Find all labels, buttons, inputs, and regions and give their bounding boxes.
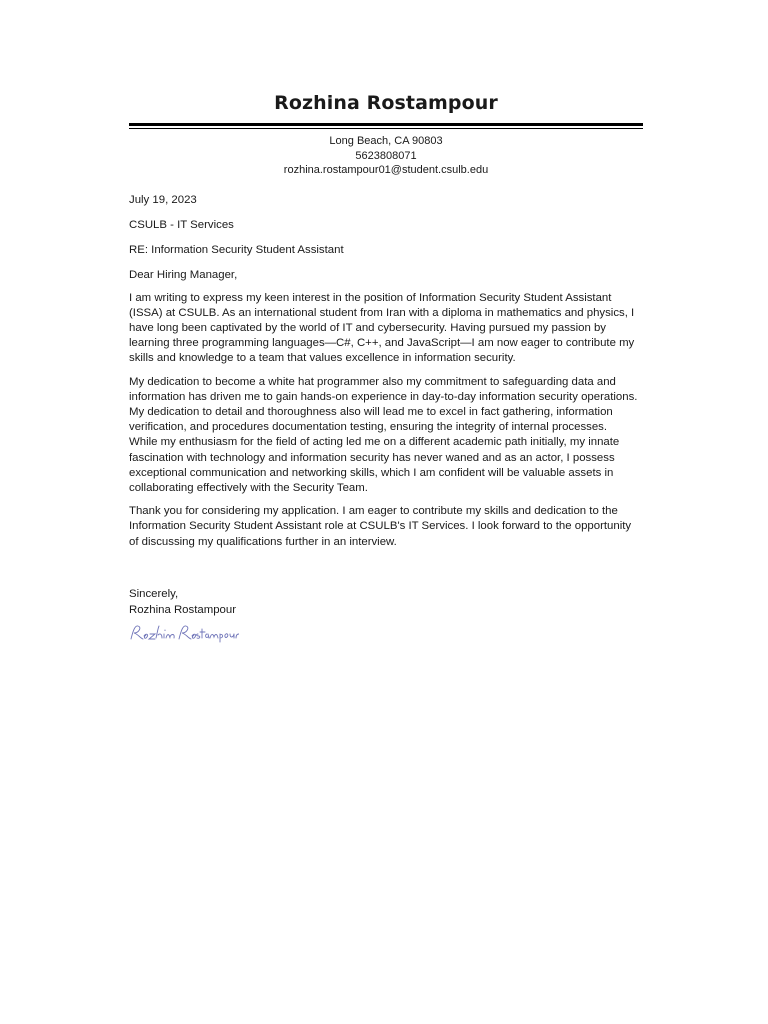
signer-name: Rozhina Rostampour [129, 603, 236, 616]
body-paragraph-intro: I am writing to express my keen interest in the position of Information Security Student Assistant (ISSA) at CSULB. As an international student from Iran with a diploma in mathematics and physics, I have long been captivated by the world of IT and cybersecurity. Having pursued my passion by learning three programming languages—C#, C++, and JavaScript—I am now eager to contribute my skills and knowledge to a team that values excellence in information security. [129, 291, 635, 365]
contact-block [129, 134, 643, 178]
recipient-company: CSULB - IT Services [129, 218, 234, 231]
closing-phrase: Sincerely, [129, 587, 179, 600]
header-rule-thick [129, 123, 643, 126]
letter-date: July 19, 2023 [129, 193, 197, 206]
handwritten-signature [129, 622, 239, 644]
applicant-name: Rozhina Rostampour [274, 92, 498, 114]
cover-letter [129, 88, 643, 644]
subject-line: RE: Information Security Student Assistant [129, 243, 344, 256]
body-paragraph-acting: While my enthusiasm for the field of acting led me on a different academic path initially, my innate fascination with technology and information security has never waned and as an actor, I possess exceptional communication and networking skills, which I am confident will be valuable assets in collaborating effectively with the Security Team. [129, 436, 620, 494]
header-rule-thin [129, 128, 643, 129]
contact-address: Long Beach, CA 90803 [329, 135, 443, 147]
body-paragraph-closing: Thank you for considering my application. I am eager to contribute my skills and dedication to the Information Security Student Assistant role at CSULB's IT Services. I look forward to the opportunity of discussing my qualifications further in an interview. [129, 505, 632, 548]
salutation: Dear Hiring Manager, [129, 268, 238, 281]
contact-phone: 5623808071 [355, 149, 417, 162]
contact-email: rozhina.rostampour01@student.csulb.edu [283, 164, 489, 176]
body-paragraph-dedication: My dedication to become a white hat programmer also my commitment to safeguarding data and information has driven me to gain hands-on experience in day-to-day information security operations. My dedication to detail and thoroughness also will lead me to excel in fact gathering, information verification, and procedures documentation testing, ensuring the integrity of internal processes. [129, 375, 638, 434]
